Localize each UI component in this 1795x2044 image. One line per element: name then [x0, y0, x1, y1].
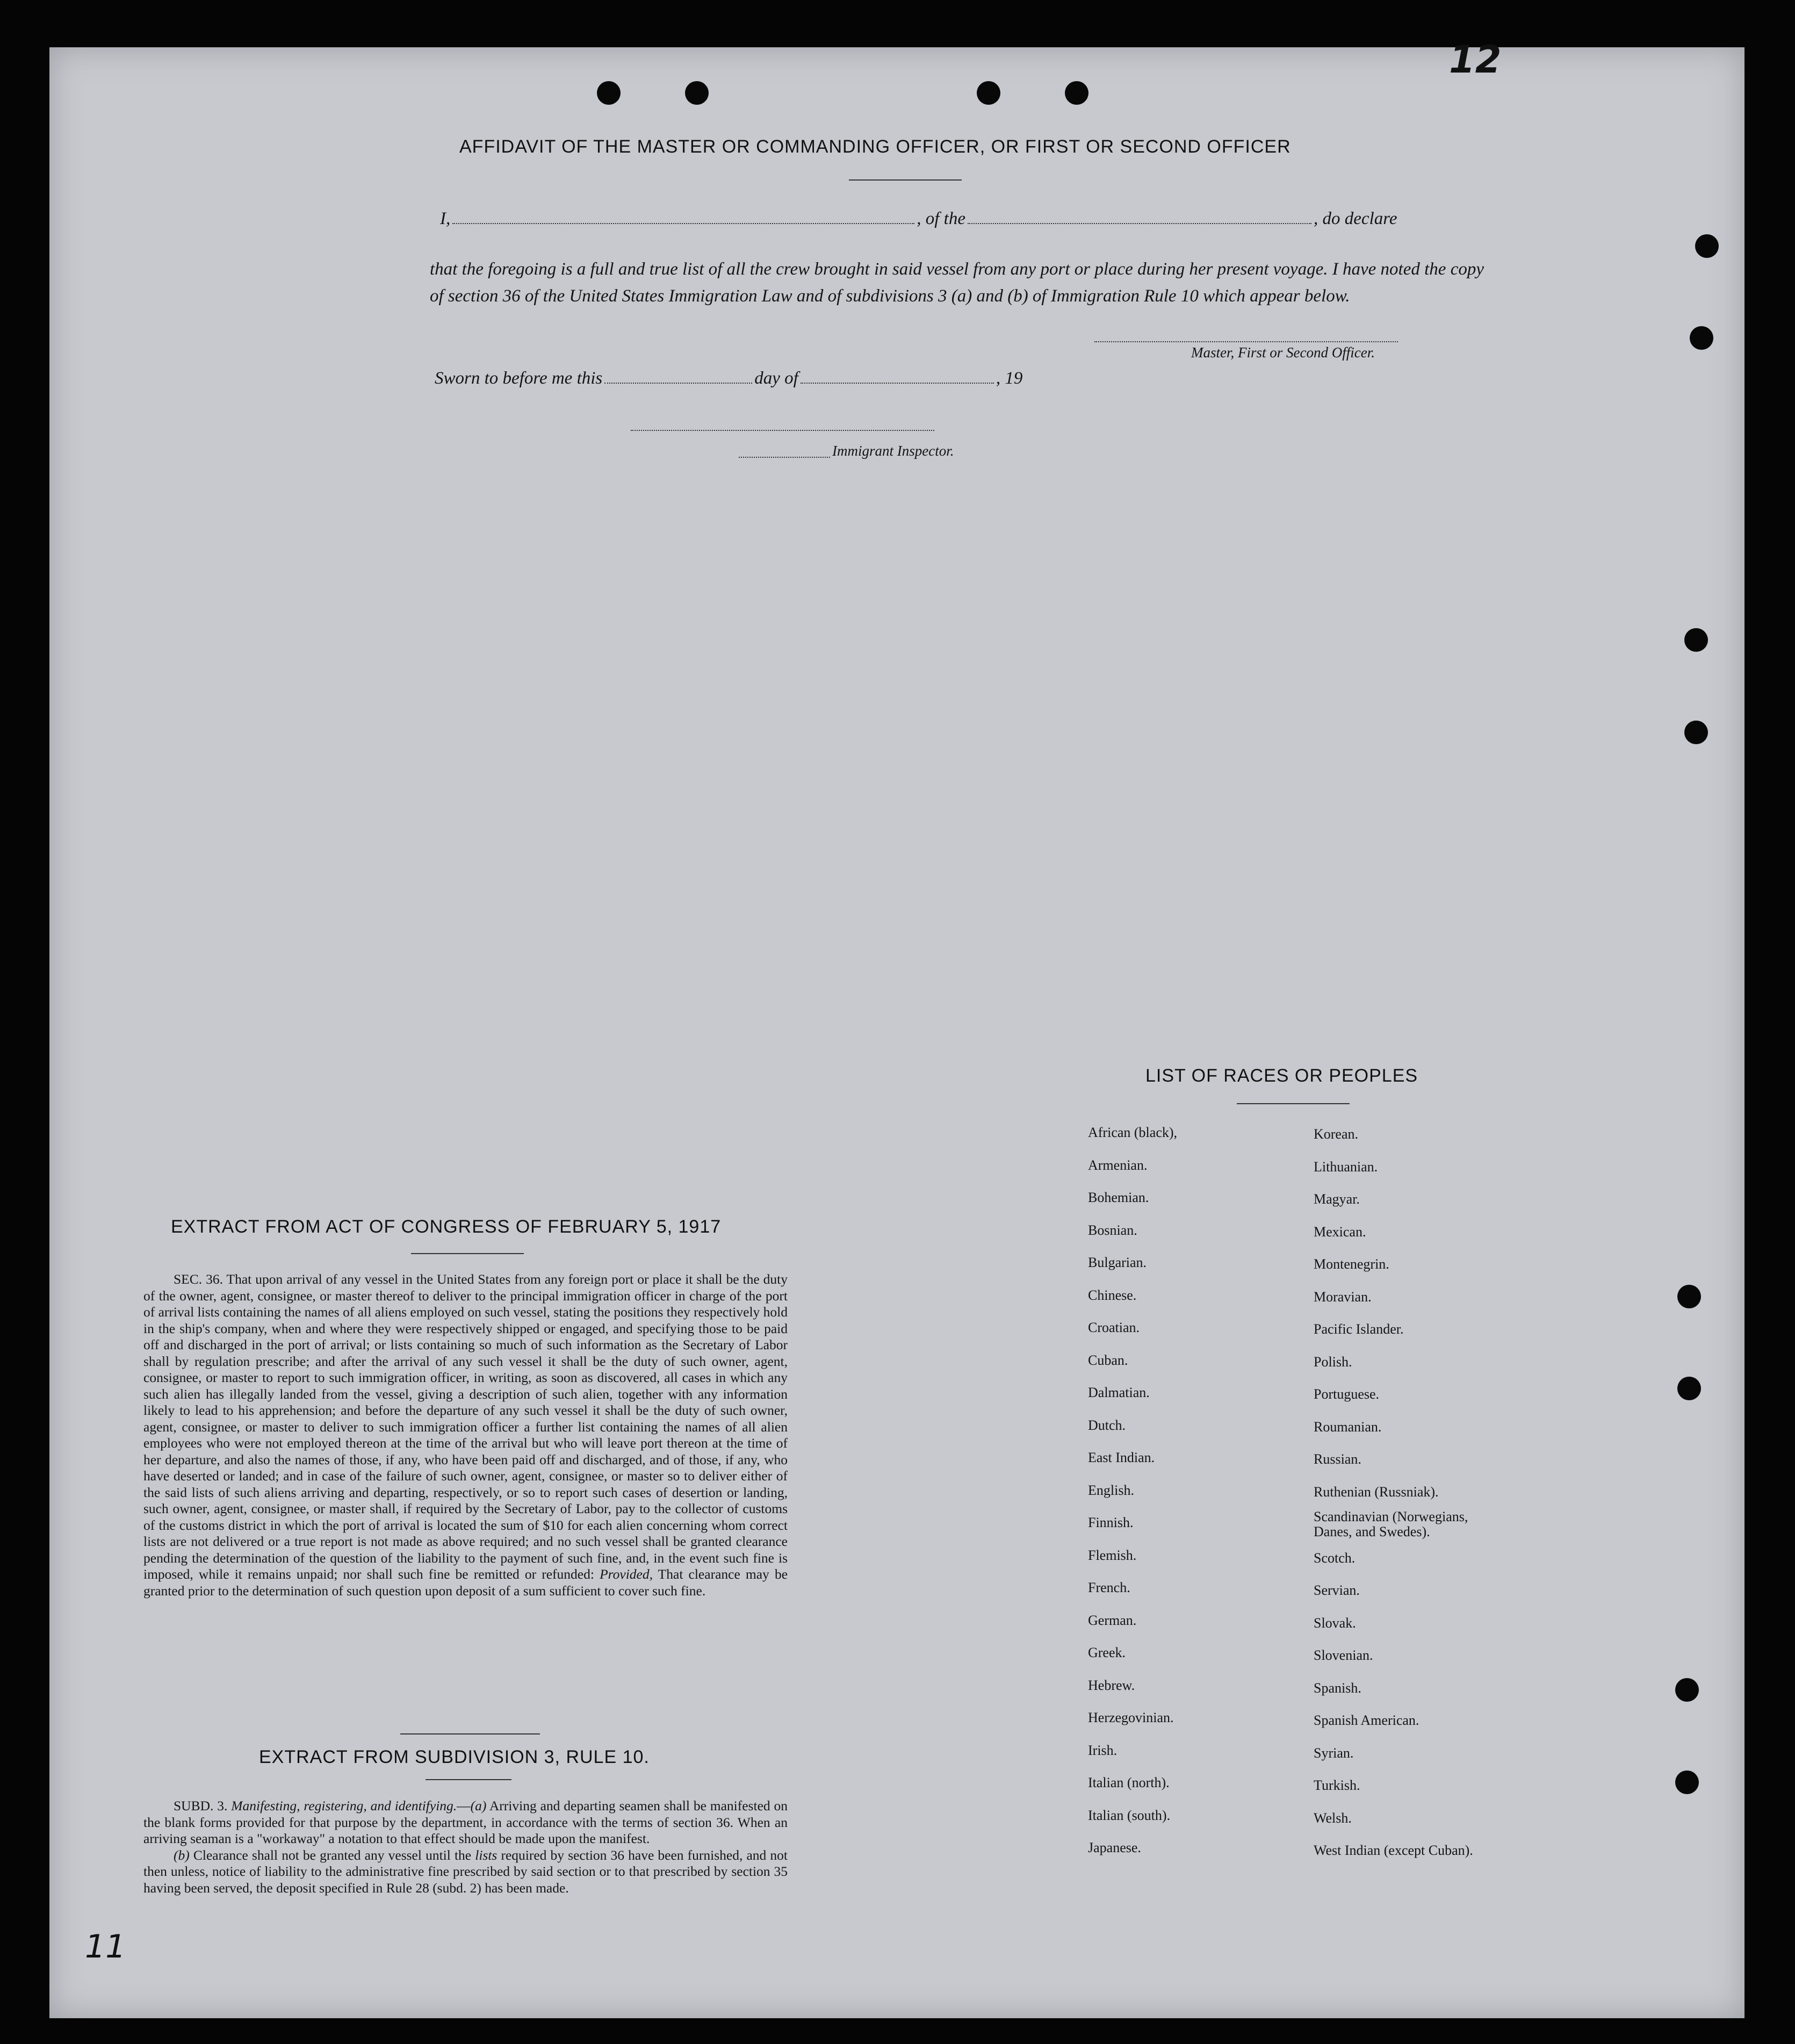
- race-item: French.: [1088, 1580, 1130, 1595]
- race-item: Portuguese.: [1314, 1386, 1380, 1402]
- affidavit-heading: AFFIDAVIT OF THE MASTER OR COMMANDING OFFICER, OR FIRST OR SECOND OFFICER: [459, 136, 1291, 157]
- race-item: Pacific Islander.: [1314, 1321, 1404, 1337]
- race-item: Finnish.: [1088, 1515, 1134, 1530]
- race-item: Bulgarian.: [1088, 1255, 1147, 1270]
- race-item: Moravian.: [1314, 1289, 1372, 1305]
- subd-a-text: Arriving and departing seamen shall be manifested on the blank forms provided for that purpose by the department, in accordance with the terms of section 36. When an arriving seaman is a "workaway" a notation to that effect should be made upon the manifest.: [143, 1798, 788, 1846]
- punch-hole: [1677, 1377, 1701, 1400]
- vessel-name-blank: [968, 223, 1311, 224]
- race-item: Montenegrin.: [1314, 1256, 1389, 1272]
- race-item: Syrian.: [1314, 1745, 1354, 1761]
- section-36-label: SEC. 36.: [174, 1271, 223, 1287]
- race-item: Japanese.: [1088, 1840, 1141, 1855]
- race-item: Dalmatian.: [1088, 1385, 1150, 1400]
- race-item: Lithuanian.: [1314, 1158, 1378, 1175]
- subd-b-lists: lists: [475, 1847, 498, 1863]
- race-item: Chinese.: [1088, 1287, 1137, 1303]
- race-item: Spanish American.: [1314, 1712, 1419, 1728]
- race-item: Scandinavian (Norwegians, Danes, and Swedes).: [1314, 1509, 1468, 1539]
- handwritten-page-number: 12: [1449, 38, 1502, 82]
- punch-hole: [1677, 1285, 1701, 1308]
- race-item: East Indian.: [1088, 1450, 1155, 1465]
- section-36-body: That upon arrival of any vessel in the United States from any foreign port or place it shall be the duty of the owner, agent, consignee, or master thereof to deliver to the principal immigration officer in charge of the port of arrival lists containing the names of all aliens employed on such vessel, stating the positions they respectively hold in the ship's company, when and where they were respectively shipped or engaged, and specifying those to be paid off and discharged in the port of arrival; or lists containing so much of such information as the Secretary of Labor shall by regulation prescribe; and after the arrival of any such vessel it shall be the duty of such owner, agent, consignee, or master to report to such immigration officer, in writing, as soon as discovered, all cases in which any such alien has illegally landed from the vessel, giving a description of such alien, together with any information likely to lead to his apprehension; and before the departure of any such vessel it shall be the duty of such owner, agent, consignee, or master to deliver to such immigration officer a further list containing the names of all alien employees who were not employed thereon at the time of the arrival but who will leave port thereon at the time of her departure, and also the names of those, if any, who have been paid off and discharged, and of those, if any, who have deserted or landed; and in case of the failure of such owner, agent, consignee, or master so to deliver either of the said lists of such aliens arriving and departing, respectively, or so to report such cases of desertion or landing, such owner, agent, consignee, or master shall, if required by the Secretary of Labor, pay to the collector of customs of the customs district in which the port of arrival is located the sum of $10 for each alien concerning whom correct lists are not delivered or a true report is not made as above required; and no such vessel shall be granted clearance pending the determination of the question of the liability to the payment of such fine, and, in the event such fine is imposed, while it remains unpaid; nor shall such fine be remitted or refunded:: [143, 1271, 788, 1582]
- race-item: German.: [1088, 1612, 1137, 1628]
- sworn-line: [435, 369, 1022, 388]
- declarant-name-blank: [452, 223, 914, 224]
- inspector-signature-line: [631, 430, 934, 431]
- inspector-caption: Immigrant Inspector.: [832, 443, 954, 459]
- inspector-name-line: [739, 457, 830, 458]
- race-item: Dutch.: [1088, 1417, 1126, 1433]
- race-item: Armenian.: [1088, 1157, 1148, 1173]
- race-item: Slovak.: [1314, 1615, 1356, 1631]
- section-36-provided-text: That clearance may be granted prior to the determination of such question upon deposit of a sum sufficient to cover such fine.: [143, 1566, 788, 1599]
- subd-b-text-1: Clearance shall not be granted any vessel until the: [193, 1847, 472, 1863]
- race-item: Russian.: [1314, 1451, 1361, 1467]
- race-item: Spanish.: [1314, 1680, 1361, 1696]
- punch-hole: [597, 81, 621, 105]
- races-right-column: [1314, 1118, 1507, 1867]
- affidavit-body: that the foregoing is a full and true list of all the crew brought in said vessel from any port or place during her present voyage. I have noted the copy of section 36 of the United States Immigration Law and of subdivisions 3 (a) and (b) of Immigration Rule 10 which appear below.: [430, 260, 1484, 306]
- race-item: Slovenian.: [1314, 1647, 1373, 1663]
- rule-extract-heading: EXTRACT FROM SUBDIVISION 3, RULE 10.: [259, 1747, 650, 1767]
- punch-hole: [1675, 1770, 1699, 1794]
- race-item: Mexican.: [1314, 1223, 1366, 1240]
- race-item: Bosnian.: [1088, 1222, 1137, 1238]
- punch-hole: [1684, 628, 1708, 652]
- act-extract-heading: EXTRACT FROM ACT OF CONGRESS OF FEBRUARY 5, 1917: [171, 1217, 722, 1237]
- race-item: Servian.: [1314, 1582, 1360, 1598]
- race-item: Irish.: [1088, 1742, 1118, 1758]
- sworn-prefix: Sworn to before me this: [435, 369, 603, 388]
- races-heading-rule: [1237, 1103, 1350, 1104]
- race-item: Turkish.: [1314, 1777, 1360, 1793]
- declarant-mid: , of the: [917, 209, 965, 228]
- handwritten-margin-mark: 11: [85, 1928, 126, 1966]
- race-item: Magyar.: [1314, 1191, 1360, 1207]
- declarant-prefix: I,: [440, 209, 451, 228]
- subd-title: Manifesting, registering, and identifying.: [231, 1798, 457, 1813]
- section-36-text: [143, 1271, 788, 1599]
- subd-label: SUBD. 3.: [174, 1798, 228, 1813]
- subd-a-label: (a): [470, 1798, 487, 1813]
- race-item: English.: [1088, 1482, 1134, 1498]
- race-item: Croatian.: [1088, 1320, 1140, 1335]
- punch-hole: [977, 81, 1000, 105]
- race-item: West Indian (except Cuban).: [1314, 1843, 1473, 1858]
- race-item: Korean.: [1314, 1126, 1359, 1142]
- race-item: African (black),: [1088, 1125, 1178, 1140]
- subdivision-3-text: SUBD. 3. Manifesting, registering, and identifying.—(a) Arriving and departing seamen shall be manifested on the blank forms provided for that purpose by the department, in accordance with the terms of section 36. When an arriving seaman is a "workaway" a notation to that effect should be made upon the manifest. (b) Clearance shall not be granted any vessel until the lists required by section 36 have been furnished, and not then unless, notice of liability to the administrative fine prescribed by said section or to that prescribed by section 35 having been served, the deposit specified in Rule 28 (subd. 2) has been made.: [143, 1798, 788, 1896]
- punch-hole: [685, 81, 709, 105]
- race-item: Ruthenian (Russniak).: [1314, 1484, 1439, 1500]
- subd-b-label: (b): [174, 1847, 190, 1863]
- race-item: Greek.: [1088, 1645, 1126, 1660]
- race-item: Scotch.: [1314, 1550, 1356, 1566]
- race-item: Herzegovinian.: [1088, 1710, 1174, 1725]
- rule-extract-rule: [426, 1779, 511, 1780]
- race-item: Italian (north).: [1088, 1775, 1170, 1790]
- sworn-month-blank: [801, 383, 994, 384]
- race-item: Bohemian.: [1088, 1190, 1149, 1205]
- rule-extract-top-rule: [400, 1733, 540, 1734]
- punch-hole: [1065, 81, 1088, 105]
- punch-hole: [1690, 326, 1713, 350]
- document-page: [49, 38, 1744, 2018]
- declarant-end: , do declare: [1313, 209, 1397, 228]
- sworn-year: , 19: [996, 369, 1023, 388]
- sworn-day-blank: [604, 383, 752, 384]
- race-item: Polish.: [1314, 1354, 1352, 1370]
- section-36-provided: Provided,: [600, 1566, 653, 1582]
- punch-hole: [1695, 234, 1719, 258]
- race-item: Hebrew.: [1088, 1677, 1135, 1693]
- punch-hole: [1684, 721, 1708, 744]
- race-item: Italian (south).: [1088, 1807, 1171, 1823]
- subd-b-text-2: required by section 36 have been furnished, and not then unless, notice of liability to the administrative fine prescribed by said section or to that prescribed by section 35 having been served, the deposit specified in Rule 28 (subd. 2) has been made.: [143, 1847, 788, 1896]
- act-extract-rule: [411, 1253, 524, 1254]
- affidavit-heading-rule: [849, 179, 962, 181]
- race-item: Cuban.: [1088, 1352, 1128, 1368]
- signature-line: [1094, 341, 1398, 342]
- affidavit-declaration-line: [440, 209, 1397, 229]
- races-heading: LIST OF RACES OR PEOPLES: [1145, 1066, 1418, 1086]
- races-left-column: [1088, 1117, 1177, 1865]
- punch-hole: [1675, 1678, 1699, 1702]
- signature-caption: Master, First or Second Officer.: [1191, 344, 1375, 361]
- sworn-day-of: day of: [754, 369, 798, 388]
- race-item: Roumanian.: [1314, 1419, 1382, 1435]
- race-item: Flemish.: [1088, 1547, 1137, 1563]
- race-item: Welsh.: [1314, 1810, 1352, 1826]
